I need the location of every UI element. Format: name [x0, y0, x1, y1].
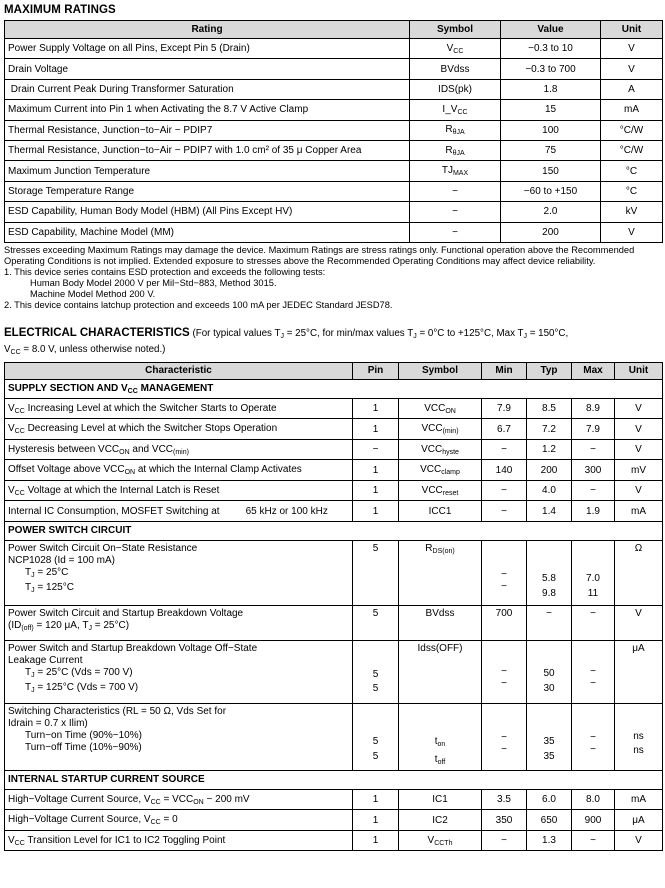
table-row: [5, 120, 663, 140]
char-line: [8, 682, 349, 697]
rating-cell: Drain Voltage: [5, 59, 410, 79]
unit-cell: mV: [615, 460, 663, 481]
symbol-text: I_V: [442, 103, 458, 115]
symbol-text: t: [434, 735, 438, 747]
symbol-text: V: [427, 834, 435, 846]
table-row: [5, 79, 663, 99]
char-cell: High−Voltage Current Source, $V_{CC} = VCC_{ON} - 200$ mV: [5, 789, 353, 810]
char-text: = 125°C (Vds = 700 V): [34, 681, 139, 693]
char-sub: CC: [14, 839, 25, 847]
max-cell: [572, 540, 615, 605]
symbol-cell: [399, 419, 482, 440]
min-cell: 700: [482, 605, 527, 640]
note-1: 1. This device series contains ESD protection and exceeds the following tests:: [4, 266, 326, 277]
min-val: −: [501, 580, 507, 592]
cond-text: = 8.0 V, unless otherwise noted.): [20, 343, 166, 355]
section-text: SUPPLY SECTION AND V: [8, 382, 128, 394]
unit-cell: °C: [601, 161, 663, 181]
table-row: [5, 161, 663, 181]
typ-cell: [527, 640, 572, 703]
value-cell: −60 to +150: [501, 181, 601, 201]
symbol-text: R: [425, 542, 433, 554]
char-sub: J: [31, 686, 35, 694]
max-val: −: [590, 665, 596, 677]
max-val: 7.0: [586, 572, 600, 584]
char-cell: High−Voltage Current Source, $V_{CC} = 0$: [5, 810, 353, 831]
value-cell: −0.3 to 10: [501, 39, 601, 59]
rating-cell: Thermal Resistance, Junction−to−Air − PDIP7: [5, 120, 410, 140]
max-cell: 300: [572, 460, 615, 481]
header-unit: Unit: [615, 362, 663, 379]
header-rating: Rating: [5, 21, 410, 39]
table-row: [5, 39, 663, 59]
char-line: NCP1028 (Id = 100 mA): [8, 554, 115, 566]
typ-val: 35: [543, 750, 555, 762]
value-cell: 75: [501, 140, 601, 160]
char-sub: CC: [150, 819, 161, 827]
stress-note: Stresses exceeding Maximum Ratings may damage the device. Maximum Ratings are stress ratings only. Functional operation above the Recommended Operating Conditions is not implied. Extended exposure to stresses above the Recommended Operating Conditions may affect device reliability.: [4, 244, 635, 266]
unit-cell: °C/W: [601, 120, 663, 140]
max-cell: −: [572, 439, 615, 460]
table-row: [5, 460, 663, 481]
elec-title-block: [4, 327, 662, 359]
cond-text: (For typical values T: [192, 327, 281, 339]
char-text: = 25°C): [91, 619, 130, 631]
max-ratings-title: MAXIMUM RATINGS: [4, 4, 116, 16]
char-line: Leakage Current: [8, 654, 83, 666]
symbol-cell: [399, 830, 482, 851]
typ-val: 30: [543, 682, 555, 694]
unit-cell: kV: [601, 202, 663, 222]
char-sub: J: [31, 671, 35, 679]
symbol-text: VCC: [421, 423, 443, 435]
char-cell: $V_{CC}$ Increasing Level at which the Switcher Starts to Operate: [5, 398, 353, 419]
header-symbol: Symbol: [410, 21, 501, 39]
char-line: Turn−off Time (10%−90%): [25, 741, 142, 753]
symbol-cell: −: [410, 181, 501, 201]
header-max: Max: [572, 362, 615, 379]
char-sub: ON: [119, 448, 130, 456]
supply-section-title: [5, 379, 663, 398]
min-cell: 6.7: [482, 419, 527, 440]
header-pin: Pin: [353, 362, 399, 379]
value-cell: 1.8: [501, 79, 601, 99]
symbol-sub: CC: [453, 47, 464, 55]
unit-cell: °C/W: [601, 140, 663, 160]
pin-val: 5: [372, 750, 379, 762]
note-1a: Human Body Model 2000 V per Mil−Std−883, Method 3015.: [30, 277, 277, 288]
symbol-cell: [410, 39, 501, 59]
table-row: [5, 419, 663, 440]
unit-cell: V: [615, 480, 663, 501]
min-cell: 140: [482, 460, 527, 481]
symbol-cell: IC1: [399, 789, 482, 810]
datasheet-page: [4, 0, 662, 851]
min-val: −: [501, 731, 507, 743]
max-cell: 8.9: [572, 398, 615, 419]
min-cell: −: [482, 501, 527, 522]
symbol-sub: DS(on): [432, 547, 455, 555]
unit-cell: mA: [615, 789, 663, 810]
unit-cell: V: [615, 439, 663, 460]
min-val: −: [501, 677, 507, 689]
symbol-sub: ON: [445, 407, 456, 415]
char-line: Switching Characteristics (RL = 50 Ω, Vds Set for: [8, 705, 227, 717]
typ-cell: 6.0: [527, 789, 572, 810]
char-cell: [5, 703, 353, 770]
unit-cell: mA: [615, 501, 663, 522]
min-cell: [482, 703, 527, 770]
char-line: [8, 582, 349, 597]
symbol-text: R: [445, 124, 453, 136]
char-sub: CC: [14, 489, 25, 497]
header-unit: Unit: [601, 21, 663, 39]
symbol-sub: on: [437, 740, 446, 748]
char-text: = 120 μA, T: [33, 619, 89, 631]
char-text: Internal IC Consumption, MOSFET Switching at: [8, 505, 220, 517]
elec-table: [4, 362, 663, 852]
value-cell: 200: [501, 222, 601, 242]
unit-cell: A: [601, 79, 663, 99]
typ-cell: [527, 703, 572, 770]
min-cell: 7.9: [482, 398, 527, 419]
rating-cell: ESD Capability, Human Body Model (HBM) (All Pins Except HV): [5, 202, 410, 222]
unit-cell: Ω: [615, 540, 663, 605]
symbol-text: VCC: [421, 443, 443, 455]
char-sub: ON: [193, 798, 204, 806]
header-min: Min: [482, 362, 527, 379]
table-header-row: [5, 362, 663, 379]
table-row: [5, 222, 663, 242]
table-row: [5, 789, 663, 810]
symbol-text: VCC: [421, 484, 443, 496]
typ-cell: 1.2: [527, 439, 572, 460]
cond-sub: J: [413, 332, 417, 340]
symbol-cell: IDS(pk): [410, 79, 501, 99]
symbol-cell: [399, 439, 482, 460]
table-row: [5, 605, 663, 640]
typ-cell: 8.5: [527, 398, 572, 419]
unit-cell: μA: [615, 810, 663, 831]
pin-cell: 1: [353, 480, 399, 501]
typ-cell: [527, 540, 572, 605]
char-text: 65 kHz or 100 kHz: [245, 505, 328, 517]
symbol-cell: −: [410, 222, 501, 242]
section-header: [5, 521, 663, 540]
power-section-title: POWER SWITCH CIRCUIT: [5, 521, 663, 540]
min-cell: [482, 540, 527, 605]
char-line: Turn−on Time (90%−10%): [25, 729, 142, 741]
min-cell: [482, 640, 527, 703]
cond-sub: CC: [10, 348, 21, 356]
table-row: [5, 703, 663, 770]
char-cell: [5, 605, 353, 640]
typ-val: 35: [543, 735, 555, 747]
min-cell: −: [482, 480, 527, 501]
section-header: [5, 379, 663, 398]
unit-cell: μA: [615, 640, 663, 703]
table-row: [5, 181, 663, 201]
symbol-cell: IC2: [399, 810, 482, 831]
symbol-cell: BVdss: [410, 59, 501, 79]
cond-text: = 150°C,: [527, 327, 569, 339]
symbol-cell: [399, 480, 482, 501]
char-text: T: [25, 566, 32, 578]
typ-cell: 4.0: [527, 480, 572, 501]
symbol-cell: [399, 703, 482, 770]
unit-val: ns: [633, 744, 644, 756]
section-text: MANAGEMENT: [137, 382, 214, 394]
max-ratings-table: [4, 20, 663, 243]
unit-cell: V: [615, 830, 663, 851]
unit-cell: mA: [601, 100, 663, 120]
value-cell: −0.3 to 700: [501, 59, 601, 79]
table-row: [5, 398, 663, 419]
char-text: T: [25, 681, 32, 693]
symbol-sub: θJA: [452, 149, 465, 157]
char-text: T: [25, 666, 32, 678]
value-cell: 150: [501, 161, 601, 181]
char-text: T: [25, 581, 32, 593]
symbol-cell: ICC1: [399, 501, 482, 522]
symbol-text: V: [446, 42, 454, 54]
pin-cell: 1: [353, 810, 399, 831]
char-cell: $V_{CC}$ Decreasing Level at which the Switcher Stops Operation: [5, 419, 353, 440]
header-symbol: Symbol: [399, 362, 482, 379]
rating-cell: Maximum Current into Pin 1 when Activating the 8.7 V Active Clamp: [5, 100, 410, 120]
symbol-cell: [410, 120, 501, 140]
symbol-sub: CC: [457, 108, 468, 116]
header-characteristic: Characteristic: [5, 362, 353, 379]
table-row: [5, 439, 663, 460]
max-cell: −: [572, 830, 615, 851]
char-sub: J: [31, 571, 35, 579]
pin-cell: 1: [353, 460, 399, 481]
cond-text: = 0°C to +125°C, Max T: [416, 327, 524, 339]
char-sub: ON: [124, 469, 136, 477]
min-val: −: [501, 568, 507, 580]
char-text: = 25°C (Vds = 700 V): [34, 666, 133, 678]
char-line: Idrain = 0.7 x Ilim): [8, 717, 88, 729]
symbol-text: VCC: [424, 402, 446, 414]
max-cell: −: [572, 480, 615, 501]
cond-sub: J: [280, 332, 284, 340]
header-typ: Typ: [527, 362, 572, 379]
max-ratings-notes: [4, 245, 662, 311]
elec-title: ELECTRICAL CHARACTERISTICS: [4, 326, 190, 339]
char-line: [8, 620, 349, 635]
symbol-cell: [399, 540, 482, 605]
cond-sub: J: [523, 332, 527, 340]
rating-cell: Thermal Resistance, Junction−to−Air − PDIP7 with 1.0 cm² of 35 μ Copper Area: [5, 140, 410, 160]
max-cell: 8.0: [572, 789, 615, 810]
symbol-cell: [410, 161, 501, 181]
startup-section-title: INTERNAL STARTUP CURRENT SOURCE: [5, 770, 663, 789]
char-text: = 125°C: [34, 581, 74, 593]
symbol-text: TJ: [441, 165, 453, 177]
rating-cell: Storage Temperature Range: [5, 181, 410, 201]
char-sub: CC: [14, 428, 25, 436]
symbol-cell: [399, 460, 482, 481]
table-row: [5, 480, 663, 501]
table-row: [5, 202, 663, 222]
section-sub: CC: [127, 387, 138, 395]
unit-cell: V: [601, 39, 663, 59]
symbol-cell: [399, 398, 482, 419]
char-cell: [5, 540, 353, 605]
char-cell: $V_{CC}$ Transition Level for IC1 to IC2 Toggling Point: [5, 830, 353, 851]
char-text: = 25°C: [34, 566, 69, 578]
table-row: [5, 59, 663, 79]
max-cell: 1.9: [572, 501, 615, 522]
value-cell: 15: [501, 100, 601, 120]
pin-cell: 5: [353, 540, 399, 605]
typ-val: 9.8: [542, 587, 556, 599]
note-1b: Machine Model Method 200 V.: [30, 288, 156, 299]
char-cell: $V_{CC}$ Voltage at which the Internal Latch is Reset: [5, 480, 353, 501]
symbol-sub: reset: [442, 489, 459, 497]
char-sub: (off): [21, 624, 34, 632]
unit-val: ns: [633, 730, 644, 742]
symbol-cell: [410, 140, 501, 160]
note-2: 2. This device contains latchup protection and exceeds 100 mA per JEDEC Standard JESD78.: [4, 299, 393, 310]
pin-val: 5: [372, 668, 379, 680]
min-cell: −: [482, 830, 527, 851]
symbol-cell: Idss(OFF): [399, 640, 482, 703]
table-row: [5, 501, 663, 522]
min-val: −: [501, 743, 507, 755]
symbol-cell: BVdss: [399, 605, 482, 640]
char-line: Power Switch Circuit and Startup Breakdown Voltage: [8, 607, 244, 619]
rating-cell: Drain Current Peak During Transformer Saturation: [5, 79, 410, 99]
pin-cell: 5: [353, 605, 399, 640]
pin-val: 5: [372, 682, 379, 694]
min-cell: 3.5: [482, 789, 527, 810]
rating-cell: Maximum Junction Temperature: [5, 161, 410, 181]
pin-cell: −: [353, 439, 399, 460]
max-val: 11: [587, 587, 599, 599]
rating-cell: ESD Capability, Machine Model (MM): [5, 222, 410, 242]
typ-cell: 1.3: [527, 830, 572, 851]
char-cell: [5, 501, 353, 522]
pin-cell: 1: [353, 419, 399, 440]
char-cell: Hysteresis between $VCC_{ON}$ and $VCC_{(min)}$: [5, 439, 353, 460]
symbol-cell: [410, 100, 501, 120]
unit-cell: [615, 703, 663, 770]
char-text: V: [8, 484, 15, 496]
char-line: [8, 667, 349, 682]
symbol-text: VCC: [420, 464, 442, 476]
symbol-sub: clamp: [441, 469, 460, 477]
pin-cell: 1: [353, 398, 399, 419]
symbol-cell: −: [410, 202, 501, 222]
typ-val: 50: [543, 667, 555, 679]
rating-cell: Power Supply Voltage on all Pins, Except Pin 5 (Drain): [5, 39, 410, 59]
sym-val: [402, 752, 478, 770]
max-cell: [572, 703, 615, 770]
table-row: [5, 100, 663, 120]
char-text: V: [8, 834, 15, 846]
symbol-sub: CCTh: [434, 839, 453, 847]
unit-cell: °C: [601, 181, 663, 201]
char-sub: CC: [14, 407, 25, 415]
symbol-sub: θJA: [452, 129, 465, 137]
unit-cell: V: [615, 419, 663, 440]
typ-cell: −: [527, 605, 572, 640]
typ-cell: 7.2: [527, 419, 572, 440]
value-cell: 2.0: [501, 202, 601, 222]
table-header-row: [5, 21, 663, 39]
symbol-sub: hyste: [442, 448, 459, 456]
pin-cell: 1: [353, 830, 399, 851]
symbol-sub: MAX: [452, 170, 469, 178]
max-val: −: [590, 731, 596, 743]
char-sub: (min): [173, 448, 189, 456]
max-cell: −: [572, 605, 615, 640]
symbol-sub: off: [437, 758, 446, 766]
min-val: −: [501, 665, 507, 677]
unit-cell: V: [615, 398, 663, 419]
char-sub: J: [31, 586, 35, 594]
typ-cell: 200: [527, 460, 572, 481]
table-row: [5, 830, 663, 851]
pin-cell: [353, 640, 399, 703]
max-val: −: [590, 743, 596, 755]
char-text: V: [8, 402, 15, 414]
char-line: Power Switch and Startup Breakdown Voltage Off−State: [8, 642, 258, 654]
typ-cell: 650: [527, 810, 572, 831]
char-sub: CC: [150, 798, 161, 806]
char-cell: Offset Voltage above $VCC_{ON}$ at which the Internal Clamp Activates: [5, 460, 353, 481]
pin-cell: 1: [353, 501, 399, 522]
min-cell: −: [482, 439, 527, 460]
header-value: Value: [501, 21, 601, 39]
pin-cell: [353, 703, 399, 770]
cond-text: V: [4, 343, 11, 355]
unit-cell: V: [615, 605, 663, 640]
section-header: [5, 770, 663, 789]
max-cell: 900: [572, 810, 615, 831]
symbol-sub: (min): [442, 428, 459, 436]
pin-val: 5: [372, 735, 379, 747]
max-cell: [572, 640, 615, 703]
typ-cell: 1.4: [527, 501, 572, 522]
pin-cell: 1: [353, 789, 399, 810]
table-row: [5, 540, 663, 605]
char-line: [8, 567, 349, 582]
char-sub: J: [88, 624, 92, 632]
unit-cell: V: [601, 59, 663, 79]
char-line: Power Switch Circuit On−State Resistance: [8, 542, 198, 554]
symbol-text: R: [445, 144, 453, 156]
max-cell: 7.9: [572, 419, 615, 440]
table-row: [5, 640, 663, 703]
table-row: [5, 140, 663, 160]
char-text: (ID: [8, 619, 22, 631]
sym-val: [402, 734, 478, 752]
value-cell: 100: [501, 120, 601, 140]
unit-cell: V: [601, 222, 663, 242]
typ-val: 5.8: [542, 572, 556, 584]
max-val: −: [590, 677, 596, 689]
cond-text: = 25°C, for min/max values T: [283, 327, 414, 339]
table-row: [5, 810, 663, 831]
char-text: V: [8, 423, 15, 435]
symbol-text: t: [434, 753, 438, 765]
min-cell: 350: [482, 810, 527, 831]
char-cell: [5, 640, 353, 703]
